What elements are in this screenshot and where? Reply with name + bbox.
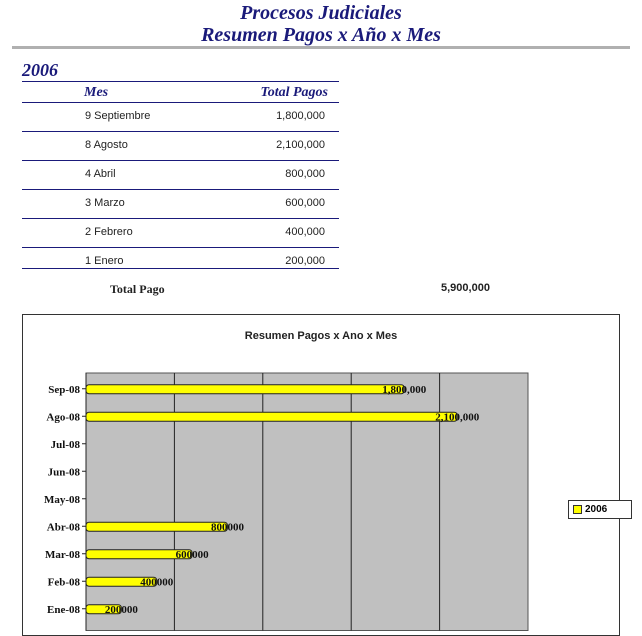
y-tick-label: Jun-08 [47, 466, 80, 479]
month-cell: 3 Marzo [85, 197, 125, 209]
chart-legend [568, 500, 632, 519]
month-cell: 4 Abril [85, 168, 116, 180]
y-tick-label: Abr-08 [46, 521, 80, 534]
month-cell: 9 Septiembre [85, 110, 151, 122]
title-divider [12, 46, 630, 49]
chart-container [22, 314, 620, 636]
legend-swatch [573, 505, 582, 514]
data-label: 400000 [140, 576, 174, 589]
legend-label: 2006 [585, 504, 608, 515]
data-label: 2,100,000 [435, 411, 480, 424]
y-tick-label: Ago-08 [46, 411, 80, 424]
bar-chart [23, 315, 619, 635]
report-title: Procesos Judiciales [240, 2, 402, 24]
table-row [22, 247, 339, 277]
bar [86, 522, 227, 531]
table-bottom-line [22, 268, 339, 269]
y-tick-label: Jul-08 [50, 438, 80, 451]
year-heading: 2006 [22, 60, 58, 80]
data-label: 600000 [175, 548, 209, 561]
column-header-mes: Mes [84, 85, 109, 100]
chart-title: Resumen Pagos x Ano x Mes [244, 330, 398, 342]
bar [86, 412, 457, 421]
table-row [22, 218, 339, 248]
report-subtitle: Resumen Pagos x Año x Mes [201, 24, 441, 46]
month-cell: 1 Enero [85, 255, 124, 267]
total-value: 5,900,000 [441, 282, 490, 294]
table-row [22, 160, 339, 190]
y-tick-label: Mar-08 [44, 548, 80, 561]
total-label: Total Pago [110, 282, 165, 296]
data-label: 800000 [210, 521, 244, 534]
y-tick-label: Sep-08 [48, 383, 80, 396]
data-label: 1,800,000 [382, 383, 427, 396]
y-tick-label: May-08 [43, 493, 80, 506]
amount-cell: 200,000 [285, 255, 325, 267]
amount-cell: 1,800,000 [276, 110, 325, 122]
data-label: 200000 [104, 603, 138, 616]
month-cell: 8 Agosto [85, 139, 128, 151]
column-header-total: Total Pagos [260, 85, 328, 100]
amount-cell: 800,000 [285, 168, 325, 180]
y-tick-label: Ene-08 [47, 603, 80, 616]
year-divider [22, 81, 339, 82]
amount-cell: 2,100,000 [276, 139, 325, 151]
month-cell: 2 Febrero [85, 226, 133, 238]
amount-cell: 600,000 [285, 197, 325, 209]
table-row [22, 102, 339, 132]
amount-cell: 400,000 [285, 226, 325, 238]
bar [86, 385, 404, 394]
y-tick-label: Feb-08 [47, 576, 80, 589]
table-row [22, 189, 339, 219]
table-row [22, 131, 339, 161]
